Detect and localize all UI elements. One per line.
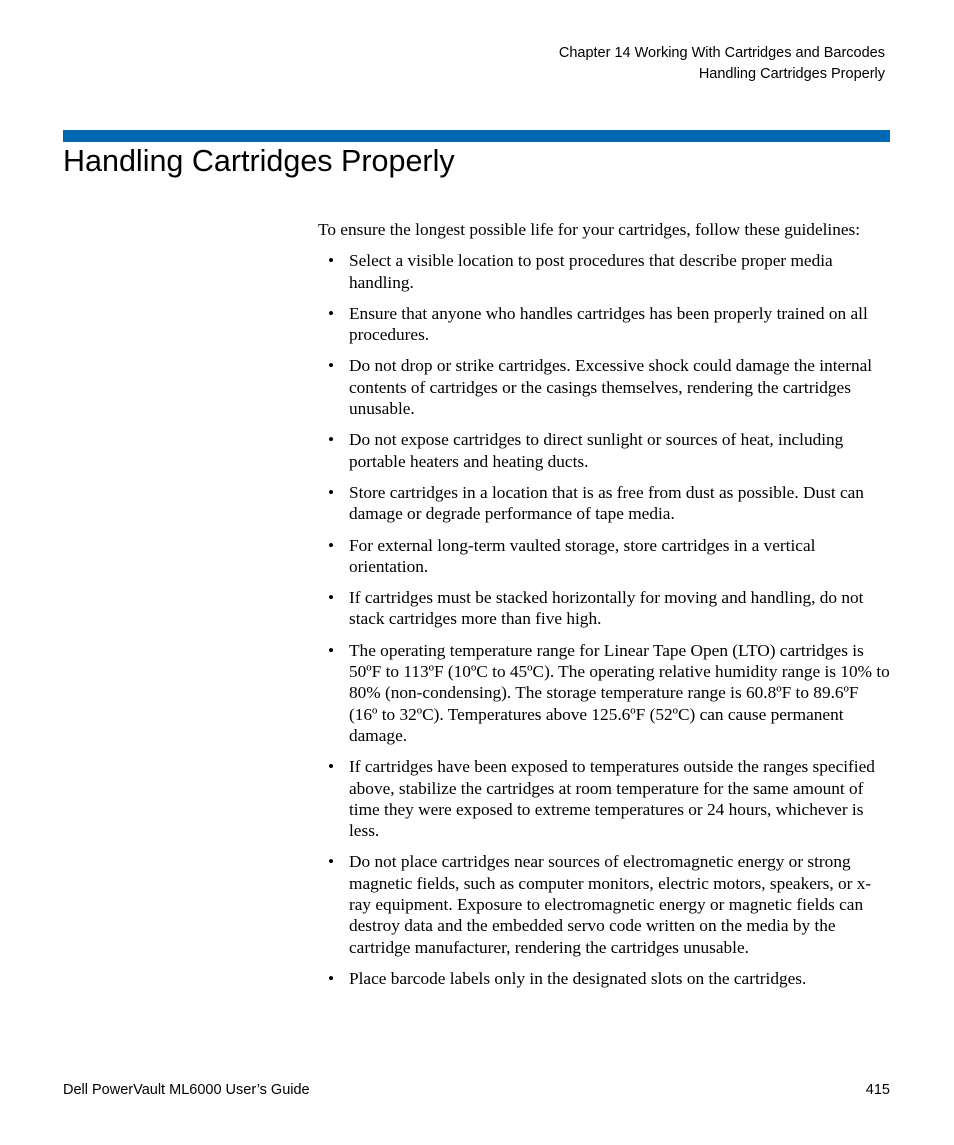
- bullet-icon: •: [328, 251, 335, 271]
- bullet-icon: •: [328, 482, 335, 502]
- bullet-icon: •: [328, 757, 335, 777]
- bullet-icon: •: [328, 535, 335, 555]
- list-item-text: Select a visible location to post procedures that describe proper media handling.: [349, 251, 833, 292]
- bullet-icon: •: [328, 640, 335, 660]
- bullet-icon: •: [328, 303, 335, 323]
- bullet-icon: •: [328, 430, 335, 450]
- list-item: [318, 756, 890, 841]
- list-item-text: If cartridges have been exposed to temperatures outside the ranges specified above, stabilize the cartridges at room temperature for the same amount of time they were exposed to extreme temperatures or 24 hours, whichever is less.: [349, 757, 875, 841]
- bullet-icon: •: [328, 588, 335, 608]
- page-title: Handling Cartridges Properly: [63, 144, 455, 178]
- list-item-text: Do not place cartridges near sources of electromagnetic energy or strong magnetic fields, such as computer monitors, electric motors, speakers, or x-ray equipment. Exposure to electromagnetic energy or magnetic fields can destroy data and the embedded servo code written on the media by the cartridge manufacturer, rendering the cartridges unusable.: [349, 852, 872, 957]
- running-header: [559, 43, 885, 85]
- bullet-icon: •: [328, 356, 335, 376]
- header-chapter: Chapter 14 Working With Cartridges and Barcodes: [558, 45, 885, 61]
- list-item-text: For external long-term vaulted storage, store cartridges in a vertical orientation.: [349, 535, 816, 576]
- list-item-text: Ensure that anyone who handles cartridges has been properly trained on all procedures.: [349, 303, 868, 345]
- list-item: [318, 250, 890, 293]
- header-section: Handling Cartridges Properly: [698, 66, 885, 82]
- list-item-text: If cartridges must be stacked horizontally for moving and handling, do not stack cartridges more than five high.: [349, 588, 864, 629]
- bullet-icon: •: [328, 968, 335, 988]
- page-number: 415: [865, 1082, 890, 1098]
- list-item: [318, 482, 890, 525]
- list-item: [318, 303, 890, 346]
- list-item: [318, 355, 890, 419]
- footer-doc-title: Dell PowerVault ML6000 User’s Guide: [63, 1082, 310, 1098]
- list-item: [318, 535, 890, 578]
- list-item: [318, 968, 890, 989]
- list-item-text: Do not expose cartridges to direct sunlight or sources of heat, including portable heaters and heating ducts.: [349, 430, 844, 471]
- guidelines-list: [318, 250, 890, 989]
- list-item-text: The operating temperature range for Linear Tape Open (LTO) cartridges is 50ºF to 113ºF (10ºC to 45ºC). The operating relative humidity range is 10% to 80% (non-condensing). The storage temperature range is 60.8ºF to 89.6ºF (16º to 32ºC). Temperatures above 125.6ºF (52ºC) can cause permanent damage.: [349, 640, 890, 745]
- intro-paragraph: To ensure the longest possible life for your cartridges, follow these guidelines:: [318, 220, 861, 239]
- body-text: [318, 219, 890, 999]
- list-item-text: Do not drop or strike cartridges. Excessive shock could damage the internal contents of cartridges or the casings themselves, rendering the cartridges unusable.: [349, 356, 873, 419]
- list-item: [318, 429, 890, 472]
- bullet-icon: •: [328, 852, 335, 872]
- list-item-text: Place barcode labels only in the designated slots on the cartridges.: [349, 968, 807, 988]
- list-item: [318, 587, 890, 630]
- list-item: [318, 851, 890, 957]
- list-item: [318, 640, 890, 746]
- list-item-text: Store cartridges in a location that is as free from dust as possible. Dust can damage or degrade performance of tape media.: [349, 482, 864, 524]
